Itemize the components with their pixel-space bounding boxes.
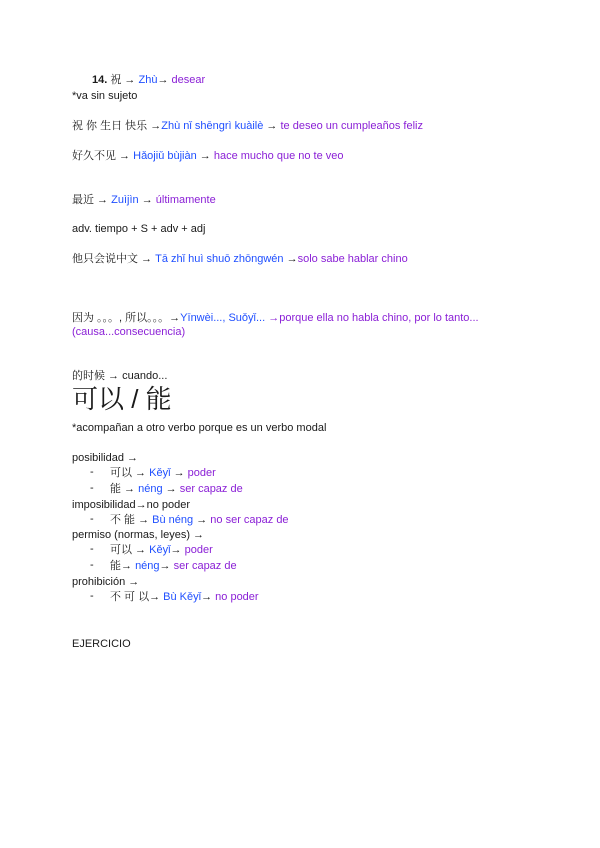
pinyin-text: Zhù: [138, 74, 158, 86]
when-note: 的时候 → cuando...: [72, 370, 168, 382]
pinyin-text: Bù Kěyǐ: [163, 591, 202, 603]
chinese-text: 祝: [110, 74, 122, 86]
spanish-text: poder: [187, 467, 216, 479]
arrow: →: [170, 467, 188, 479]
modal-verb-note: *acompañan a otro verbo porque es un verbo modal: [72, 422, 327, 434]
example-recently: [72, 193, 216, 207]
bullet-dash: -: [90, 513, 94, 525]
arrow: →: [121, 74, 139, 86]
pinyin-text: Hǎojiǔ bùjiàn: [133, 150, 197, 162]
chinese-text: 最近 →: [72, 194, 112, 206]
pinyin-text: Zuìjìn: [111, 194, 139, 206]
arrow: →: [159, 560, 174, 572]
spanish-text: solo sabe hablar chino: [297, 253, 408, 265]
bullet-dash: -: [90, 543, 94, 555]
chinese-text: 因为 。。。, 所以。。。→: [72, 312, 181, 324]
spanish-text: no ser capaz de: [210, 514, 289, 526]
example-birthday: [72, 119, 423, 133]
permission-keyi: [110, 543, 213, 557]
bullet-dash: -: [90, 559, 94, 571]
possibility-keyi: [110, 466, 216, 480]
possibility-neng: [110, 482, 243, 496]
spanish-text: ser capaz de: [173, 560, 237, 572]
chinese-text: 不 可 以→: [110, 591, 164, 603]
spanish-text: poder: [184, 544, 213, 556]
chinese-text: 不 能 →: [110, 514, 153, 526]
arrow: →: [283, 253, 298, 265]
chinese-text: 他只会说中文 →: [72, 253, 156, 265]
arrow: →: [193, 514, 211, 526]
arrow: →: [263, 120, 281, 132]
spanish-text: últimamente: [155, 194, 216, 206]
chinese-text: 可以 →: [110, 544, 150, 556]
category-permission: permiso (normas, leyes) →: [72, 529, 205, 541]
chinese-text: 可以 →: [110, 467, 150, 479]
pinyin-text: Kěyǐ: [149, 544, 171, 556]
exercise-heading: EJERCICIO: [72, 638, 131, 650]
pinyin-text: Yīnwèi..., Suǒyǐ...: [180, 312, 266, 324]
pinyin-text: néng: [138, 483, 163, 495]
permission-neng: [110, 559, 237, 573]
category-prohibition: prohibición →: [72, 576, 140, 588]
chinese-text: 能→: [110, 560, 136, 572]
example-speaks-chinese: [72, 252, 408, 266]
spanish-text: ser capaz de: [179, 483, 243, 495]
item-14-line: [92, 73, 205, 87]
chinese-text: 好久不见 →: [72, 150, 134, 162]
arrow: →: [162, 483, 180, 495]
spanish-text: →porque ella no habla chino, por lo tanto...: [265, 312, 479, 324]
arrow: →: [157, 74, 172, 86]
impossibility-buneng: [110, 513, 289, 527]
arrow: →: [170, 544, 185, 556]
pinyin-text: Zhù nǐ shēngrì kuàilè: [161, 120, 264, 132]
prohibition-bukeyi: [110, 590, 259, 604]
chinese-text: 祝 你 生日 快乐 →: [72, 120, 162, 132]
pinyin-text: Bù néng: [152, 514, 194, 526]
cause-consequence-note: (causa...consecuencia): [72, 326, 186, 338]
example-long-time: [72, 149, 344, 163]
arrow: →: [196, 150, 214, 162]
spanish-text: desear: [171, 74, 206, 86]
pinyin-text: Tā zhǐ huì shuō zhōngwén: [155, 253, 284, 265]
bullet-dash: -: [90, 466, 94, 478]
category-possibility: posibilidad →: [72, 452, 139, 464]
section-heading: 可以 / 能: [72, 384, 172, 414]
spanish-text: hace mucho que no te veo: [213, 150, 344, 162]
grammar-pattern: adv. tiempo + S + adv + adj: [72, 223, 206, 235]
bullet-dash: -: [90, 482, 94, 494]
spanish-text: te deseo un cumpleaños feliz: [280, 120, 423, 132]
arrow: →: [201, 591, 216, 603]
pinyin-text: néng: [135, 560, 160, 572]
item-number: 14.: [92, 74, 108, 86]
spanish-text: no poder: [215, 591, 259, 603]
chinese-text: 能 →: [110, 483, 139, 495]
arrow: →: [138, 194, 156, 206]
example-because: [72, 311, 479, 325]
bullet-dash: -: [90, 590, 94, 602]
category-impossibility: imposibilidad→no poder: [72, 499, 191, 511]
note-no-subject: *va sin sujeto: [72, 90, 138, 102]
pinyin-text: Kěyǐ: [149, 467, 171, 479]
